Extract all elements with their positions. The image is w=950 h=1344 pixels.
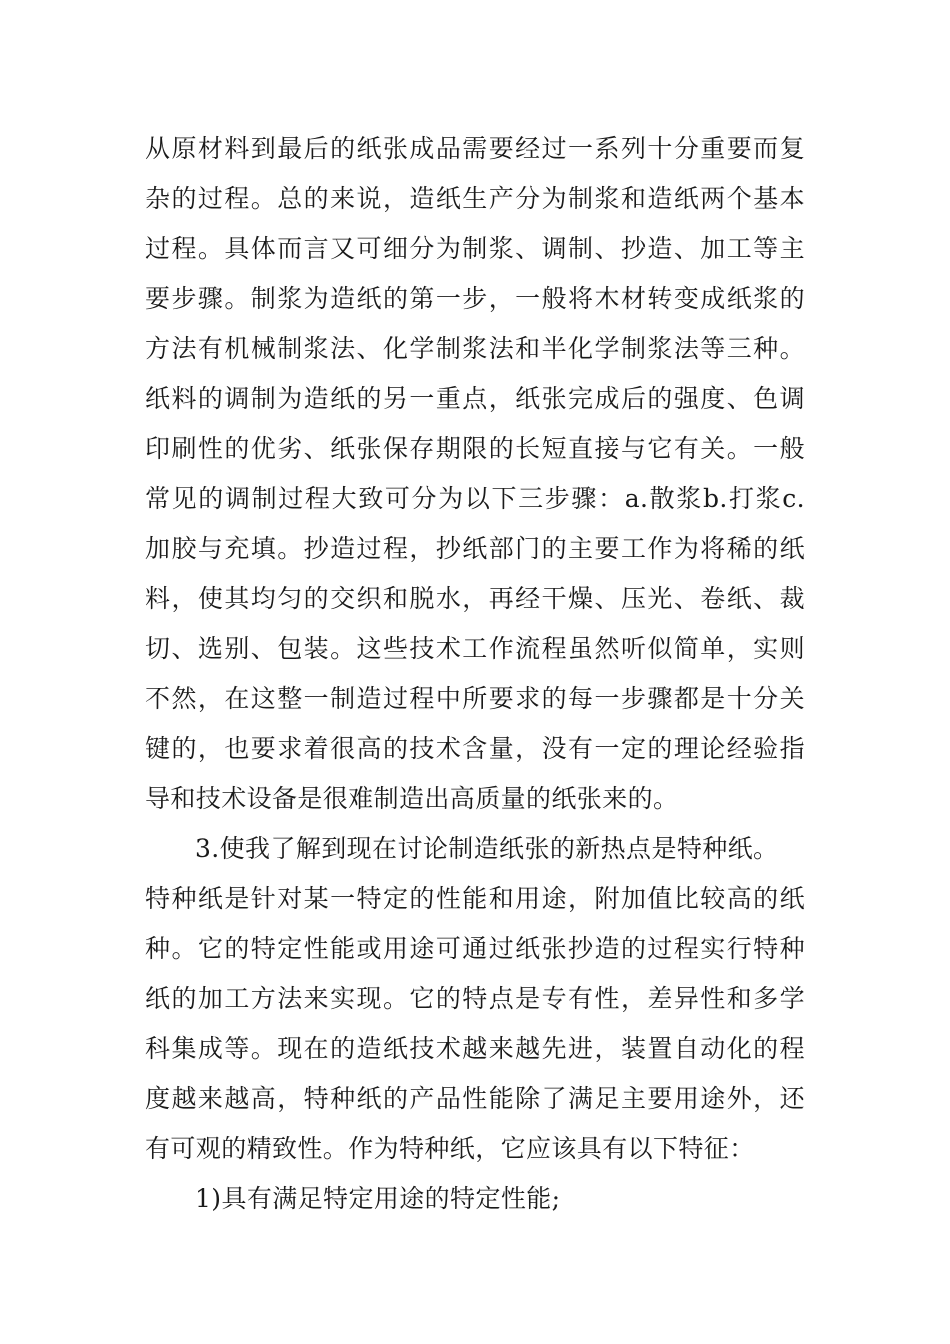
text-line: 从原材料到最后的纸张成品需要经过一系列十分重要而复	[145, 134, 805, 163]
document-body	[145, 124, 805, 1224]
text-line: 不然，在这整一制造过程中所要求的每一步骤都是十分关	[145, 684, 805, 713]
paragraph-special-paper	[145, 824, 805, 1174]
paragraph-papermaking-process	[145, 124, 805, 824]
text-line: 料，使其均匀的交织和脱水，再经干燥、压光、卷纸、裁	[145, 584, 805, 613]
text-line: 科集成等。现在的造纸技术越来越先进，装置自动化的程	[145, 1034, 805, 1063]
text-line: 键的，也要求着很高的技术含量，没有一定的理论经验指	[145, 734, 805, 763]
text-line: 过程。具体而言又可细分为制浆、调制、抄造、加工等主	[145, 234, 805, 263]
text-line: 导和技术设备是很难制造出高质量的纸张来的。	[145, 784, 679, 813]
text-line: 特种纸是针对某一特定的性能和用途，附加值比较高的纸	[145, 884, 805, 913]
text-line: 方法有机械制浆法、化学制浆法和半化学制浆法等三种。	[145, 334, 805, 363]
text-line: 纸的加工方法来实现。它的特点是专有性，差异性和多学	[145, 984, 805, 1013]
text-line: 有可观的精致性。作为特种纸，它应该具有以下特征：	[145, 1134, 755, 1163]
text-line: 常见的调制过程大致可分为以下三步骤：a.散浆b.打浆c.	[145, 484, 805, 513]
text-line: 种。它的特定性能或用途可通过纸张抄造的过程实行特种	[145, 934, 805, 963]
text-line: 杂的过程。总的来说，造纸生产分为制浆和造纸两个基本	[145, 184, 805, 213]
text-line: 切、选别、包装。这些技术工作流程虽然听似简单，实则	[145, 634, 805, 663]
text-line: 印刷性的优劣、纸张保存期限的长短直接与它有关。一般	[145, 434, 805, 463]
text-line: 要步骤。制浆为造纸的第一步，一般将木材转变成纸浆的	[145, 284, 805, 313]
text-line: 纸料的调制为造纸的另一重点，纸张完成后的强度、色调	[145, 384, 805, 413]
list-item: 1)具有满足特定用途的特定性能;	[195, 1184, 561, 1213]
text-line: 3.使我了解到现在讨论制造纸张的新热点是特种纸。	[195, 834, 779, 863]
text-line: 度越来越高，特种纸的产品性能除了满足主要用途外，还	[145, 1084, 805, 1113]
text-line: 加胶与充填。抄造过程，抄纸部门的主要工作为将稀的纸	[145, 534, 805, 563]
